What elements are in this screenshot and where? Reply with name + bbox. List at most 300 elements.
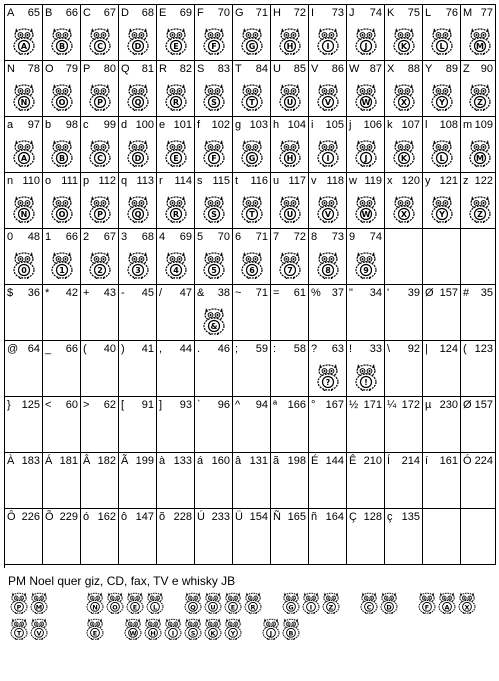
svg-text:&: & xyxy=(210,322,218,332)
cell-label xyxy=(83,175,116,187)
cell-character: x xyxy=(387,175,393,187)
cell-code: 71 xyxy=(255,231,268,243)
svg-text:X: X xyxy=(400,210,408,220)
cell-label xyxy=(311,175,344,187)
owl-glyph-icon xyxy=(239,25,265,55)
cell-code: 48 xyxy=(27,231,40,243)
cell-character: J xyxy=(349,7,355,19)
cell-code: 105 xyxy=(325,119,344,131)
cell-label xyxy=(463,511,493,523)
cell-label xyxy=(349,175,382,187)
cell-character: Õ xyxy=(45,511,54,523)
cell-code: 73 xyxy=(331,7,344,19)
grid-cell xyxy=(43,117,81,173)
cell-label xyxy=(273,511,306,523)
cell-label xyxy=(7,399,40,411)
cell-code: 114 xyxy=(174,175,192,187)
svg-text:A: A xyxy=(20,42,28,52)
svg-text:S: S xyxy=(211,210,217,220)
cell-label xyxy=(235,63,268,75)
svg-text:U: U xyxy=(286,210,294,220)
cell-character: t xyxy=(235,175,239,187)
svg-text:C: C xyxy=(97,42,103,52)
owl-glyph-icon xyxy=(467,193,493,223)
owl-glyph-icon xyxy=(84,616,106,640)
cell-character: } xyxy=(7,399,11,411)
cell-code: 167 xyxy=(325,399,344,411)
cell-character: Â xyxy=(83,455,91,467)
sample-sentence: PM Noel quer giz, CD, fax, TV e whisky JB xyxy=(8,574,236,588)
grid-cell xyxy=(5,509,43,565)
svg-text:L: L xyxy=(439,42,445,52)
grid-row xyxy=(5,229,497,285)
cell-label xyxy=(83,231,116,243)
grid-cell xyxy=(271,453,309,509)
cell-label xyxy=(7,63,40,75)
cell-character: G xyxy=(235,7,244,19)
cell-code: 74 xyxy=(369,7,382,19)
cell-code: 36 xyxy=(27,287,40,299)
cell-character: f xyxy=(197,119,201,131)
svg-text:V: V xyxy=(324,210,332,220)
cell-character: D xyxy=(121,7,129,19)
cell-code: 90 xyxy=(480,63,493,75)
grid-cell xyxy=(119,509,157,565)
cell-character: Ô xyxy=(7,511,16,523)
owl-glyph-icon xyxy=(277,81,303,111)
svg-text:X: X xyxy=(400,98,408,108)
cell-character: ã xyxy=(273,455,280,467)
grid-row xyxy=(5,117,497,173)
grid-cell xyxy=(233,5,271,61)
svg-text:!: ! xyxy=(364,378,368,388)
grid-cell xyxy=(43,173,81,229)
grid-cell xyxy=(81,117,119,173)
grid-cell xyxy=(157,285,195,341)
grid-cell xyxy=(5,173,43,229)
cell-character: 8 xyxy=(311,231,318,243)
cell-code: 70 xyxy=(217,231,230,243)
cell-character: ] xyxy=(159,399,163,411)
cell-character: m xyxy=(463,119,473,131)
owl-glyph-icon xyxy=(201,25,227,55)
cell-label xyxy=(273,399,306,411)
cell-label xyxy=(311,7,344,19)
grid-cell xyxy=(195,229,233,285)
cell-label xyxy=(197,511,230,523)
owl-glyph-icon xyxy=(378,590,400,614)
cell-character: 1 xyxy=(45,231,52,243)
owl-glyph-icon xyxy=(11,249,37,279)
grid-cell xyxy=(81,397,119,453)
grid-cell xyxy=(347,453,385,509)
cell-character: I xyxy=(311,7,315,19)
cell-code: 91 xyxy=(141,399,154,411)
owl-glyph-icon xyxy=(429,25,455,55)
owl-glyph-icon xyxy=(49,137,75,167)
cell-code: 171 xyxy=(363,399,382,411)
cell-character: s xyxy=(197,175,203,187)
cell-label xyxy=(45,119,78,131)
owl-glyph-icon xyxy=(416,590,438,614)
cell-code: 226 xyxy=(21,511,40,523)
grid-cell xyxy=(195,341,233,397)
cell-character: 9 xyxy=(349,231,356,243)
cell-code: 229 xyxy=(59,511,78,523)
grid-cell xyxy=(309,453,347,509)
owl-glyph-icon xyxy=(391,193,417,223)
grid-row xyxy=(5,453,497,509)
svg-text:E: E xyxy=(230,603,236,612)
cell-code: 69 xyxy=(179,7,192,19)
owl-glyph-icon xyxy=(125,81,151,111)
cell-character: â xyxy=(235,455,242,467)
cell-label xyxy=(273,343,306,355)
cell-code: 68 xyxy=(141,231,154,243)
cell-label xyxy=(7,175,40,187)
grid-cell xyxy=(119,5,157,61)
cell-code: 131 xyxy=(249,455,268,467)
cell-label xyxy=(83,7,116,19)
cell-code: 93 xyxy=(179,399,192,411)
owl-glyph-icon xyxy=(201,249,227,279)
grid-row xyxy=(5,341,497,397)
cell-character: # xyxy=(463,287,470,299)
svg-text:T: T xyxy=(249,210,255,220)
cell-character: v xyxy=(311,175,317,187)
cell-code: 96 xyxy=(217,399,230,411)
cell-character: ½ xyxy=(349,399,359,411)
cell-character: ; xyxy=(235,343,239,355)
cell-code: 117 xyxy=(288,175,306,187)
cell-label xyxy=(425,119,458,131)
cell-code: 47 xyxy=(179,287,192,299)
cell-label xyxy=(273,231,306,243)
cell-label xyxy=(45,287,78,299)
cell-label xyxy=(273,287,306,299)
cell-character: 6 xyxy=(235,231,242,243)
cell-character: õ xyxy=(159,511,166,523)
cell-label xyxy=(463,119,493,131)
grid-cell xyxy=(309,117,347,173)
cell-label xyxy=(425,287,458,299)
grid-cell xyxy=(233,509,271,565)
grid-cell xyxy=(233,61,271,117)
cell-label xyxy=(121,119,154,131)
grid-cell xyxy=(309,397,347,453)
cell-code: 59 xyxy=(255,343,268,355)
cell-label xyxy=(387,7,420,19)
svg-text:I: I xyxy=(309,603,313,612)
owl-glyph-icon xyxy=(260,616,282,640)
cell-character: Ç xyxy=(349,511,357,523)
owl-glyph-icon xyxy=(87,137,113,167)
owl-glyph-icon xyxy=(182,590,204,614)
cell-code: 181 xyxy=(59,455,78,467)
cell-code: 144 xyxy=(325,455,344,467)
cell-label xyxy=(121,511,154,523)
cell-label xyxy=(7,455,40,467)
owl-glyph-icon xyxy=(280,590,302,614)
svg-text:8: 8 xyxy=(325,266,331,276)
cell-code: 123 xyxy=(474,343,493,355)
cell-label xyxy=(463,63,493,75)
cell-code: 119 xyxy=(364,175,382,187)
grid-cell xyxy=(461,285,496,341)
svg-text:9: 9 xyxy=(363,266,369,276)
cell-character: ° xyxy=(311,399,316,411)
cell-label xyxy=(273,119,306,131)
cell-character: Á xyxy=(45,455,53,467)
owl-glyph-icon xyxy=(162,616,184,640)
owl-glyph-icon xyxy=(467,137,493,167)
svg-text:J: J xyxy=(269,629,273,638)
cell-character: L xyxy=(425,7,432,19)
grid-cell xyxy=(195,173,233,229)
cell-character: / xyxy=(159,287,163,299)
cell-character: + xyxy=(83,287,90,299)
svg-text:E: E xyxy=(92,629,98,638)
cell-code: 108 xyxy=(439,119,458,131)
cell-label xyxy=(83,511,116,523)
cell-character: Y xyxy=(425,63,433,75)
grid-cell xyxy=(81,173,119,229)
grid-cell xyxy=(309,61,347,117)
cell-character: q xyxy=(121,175,128,187)
cell-label xyxy=(425,63,458,75)
cell-code: 147 xyxy=(135,511,154,523)
cell-code: 77 xyxy=(480,7,493,19)
cell-label xyxy=(7,119,40,131)
cell-character: : xyxy=(273,343,277,355)
cell-label xyxy=(235,455,268,467)
owl-glyph-icon xyxy=(11,137,37,167)
cell-label xyxy=(235,343,268,355)
cell-label xyxy=(425,399,458,411)
cell-label xyxy=(349,287,382,299)
svg-text:G: G xyxy=(248,154,256,164)
cell-label xyxy=(197,175,230,187)
grid-cell xyxy=(309,285,347,341)
cell-code: 97 xyxy=(27,119,40,131)
cell-label xyxy=(463,343,493,355)
cell-code: 166 xyxy=(287,399,306,411)
grid-cell xyxy=(81,341,119,397)
cell-code: 164 xyxy=(325,511,344,523)
cell-character: A xyxy=(7,7,15,19)
cell-character: [ xyxy=(121,399,125,411)
cell-character: 0 xyxy=(7,231,14,243)
owl-glyph-icon xyxy=(239,249,265,279)
cell-code: 106 xyxy=(363,119,382,131)
cell-character: ó xyxy=(83,511,90,523)
cell-label xyxy=(197,119,230,131)
cell-label xyxy=(463,287,493,299)
grid-cell xyxy=(461,173,496,229)
cell-character: ) xyxy=(121,343,125,355)
grid-cell xyxy=(271,117,309,173)
owl-glyph-icon xyxy=(436,590,458,614)
svg-text:Y: Y xyxy=(439,98,445,108)
grid-cell xyxy=(461,5,496,61)
grid-cell xyxy=(461,341,496,397)
svg-text:P: P xyxy=(16,603,22,612)
cell-label xyxy=(159,119,192,131)
cell-code: 34 xyxy=(369,287,382,299)
cell-label xyxy=(463,455,493,467)
owl-glyph-icon xyxy=(8,590,30,614)
svg-text:F: F xyxy=(211,42,217,52)
grid-cell xyxy=(347,117,385,173)
cell-label xyxy=(45,231,78,243)
cell-label xyxy=(7,231,40,243)
grid-cell xyxy=(157,397,195,453)
cell-label xyxy=(83,343,116,355)
owl-glyph-icon xyxy=(8,616,30,640)
cell-code: 94 xyxy=(255,399,268,411)
grid-cell xyxy=(233,117,271,173)
cell-character: * xyxy=(45,287,50,299)
cell-code: 118 xyxy=(326,175,344,187)
cell-character: à xyxy=(159,455,166,467)
owl-glyph-icon xyxy=(49,81,75,111)
grid-cell xyxy=(43,61,81,117)
cell-character: ! xyxy=(349,343,353,355)
svg-text:R: R xyxy=(250,603,256,612)
cell-character: Ø xyxy=(463,399,472,411)
cell-label xyxy=(387,175,420,187)
cell-code: 66 xyxy=(65,343,78,355)
owl-glyph-icon xyxy=(125,25,151,55)
owl-glyph-icon xyxy=(28,616,50,640)
cell-code: 80 xyxy=(103,63,116,75)
grid-cell xyxy=(5,5,43,61)
grid-cell xyxy=(5,117,43,173)
cell-code: 160 xyxy=(211,455,230,467)
grid-cell xyxy=(423,5,461,61)
cell-code: 162 xyxy=(97,511,116,523)
cell-code: 183 xyxy=(21,455,40,467)
grid-cell xyxy=(233,285,271,341)
svg-text:2: 2 xyxy=(97,266,103,276)
cell-character: u xyxy=(273,175,280,187)
cell-code: 233 xyxy=(211,511,230,523)
cell-label xyxy=(159,7,192,19)
grid-cell xyxy=(423,397,461,453)
cell-code: 40 xyxy=(103,343,116,355)
cell-label xyxy=(349,511,382,523)
cell-code: 133 xyxy=(173,455,192,467)
cell-code: 103 xyxy=(249,119,268,131)
svg-text:E: E xyxy=(132,603,138,612)
cell-character: 7 xyxy=(273,231,280,243)
grid-cell xyxy=(195,61,233,117)
cell-character: 3 xyxy=(121,231,128,243)
owl-glyph-icon xyxy=(163,25,189,55)
grid-cell xyxy=(157,341,195,397)
svg-text:F: F xyxy=(424,603,430,612)
grid-cell xyxy=(347,341,385,397)
grid-cell xyxy=(233,173,271,229)
grid-cell xyxy=(43,509,81,565)
cell-code: 83 xyxy=(217,63,230,75)
cell-code: 64 xyxy=(27,343,40,355)
cell-code: 104 xyxy=(287,119,306,131)
owl-glyph-icon xyxy=(125,137,151,167)
cell-label xyxy=(159,63,192,75)
owl-glyph-icon xyxy=(277,25,303,55)
grid-cell xyxy=(233,397,271,453)
cell-label xyxy=(273,175,306,187)
owl-glyph-icon xyxy=(87,81,113,111)
svg-text:?: ? xyxy=(325,378,331,388)
grid-cell xyxy=(195,117,233,173)
cell-code: 98 xyxy=(65,119,78,131)
cell-character: Í xyxy=(387,455,391,467)
cell-label xyxy=(159,455,192,467)
cell-label xyxy=(121,231,154,243)
cell-code: 125 xyxy=(21,399,40,411)
svg-text:I: I xyxy=(326,42,330,52)
grid-cell xyxy=(271,509,309,565)
cell-label xyxy=(425,455,458,467)
owl-glyph-icon xyxy=(49,193,75,223)
grid-cell xyxy=(309,341,347,397)
owl-glyph-icon xyxy=(11,25,37,55)
svg-text:S: S xyxy=(211,98,217,108)
owl-glyph-icon xyxy=(84,590,106,614)
cell-code: 45 xyxy=(141,287,154,299)
cell-code: 43 xyxy=(103,287,116,299)
owl-glyph-icon xyxy=(222,590,244,614)
cell-label xyxy=(197,455,230,467)
cell-code: 37 xyxy=(331,287,344,299)
owl-glyph-icon xyxy=(320,590,342,614)
grid-cell xyxy=(43,397,81,453)
svg-text:W: W xyxy=(361,210,371,220)
svg-text:Y: Y xyxy=(439,210,445,220)
cell-character: Q xyxy=(121,63,130,75)
cell-character: i xyxy=(311,119,314,131)
grid-cell xyxy=(461,229,496,285)
grid-cell xyxy=(233,341,271,397)
svg-text:M: M xyxy=(476,42,484,52)
svg-text:W: W xyxy=(129,629,137,638)
svg-text:B: B xyxy=(288,629,294,638)
grid-cell xyxy=(271,5,309,61)
svg-text:Z: Z xyxy=(477,98,483,108)
cell-code: 68 xyxy=(141,7,154,19)
grid-cell xyxy=(385,341,423,397)
owl-glyph-icon xyxy=(353,25,379,55)
grid-cell xyxy=(271,397,309,453)
cell-character: % xyxy=(311,287,321,299)
cell-character: F xyxy=(197,7,204,19)
grid-cell xyxy=(233,229,271,285)
owl-glyph-icon xyxy=(239,81,265,111)
cell-code: 74 xyxy=(369,231,382,243)
grid-cell xyxy=(309,5,347,61)
cell-code: 67 xyxy=(103,7,116,19)
owl-glyph-icon xyxy=(122,616,144,640)
svg-text:X: X xyxy=(464,603,470,612)
cell-label xyxy=(387,455,420,467)
grid-cell xyxy=(423,173,461,229)
cell-label xyxy=(83,455,116,467)
cell-label xyxy=(349,231,382,243)
owl-glyph-icon xyxy=(353,193,379,223)
grid-cell xyxy=(385,397,423,453)
